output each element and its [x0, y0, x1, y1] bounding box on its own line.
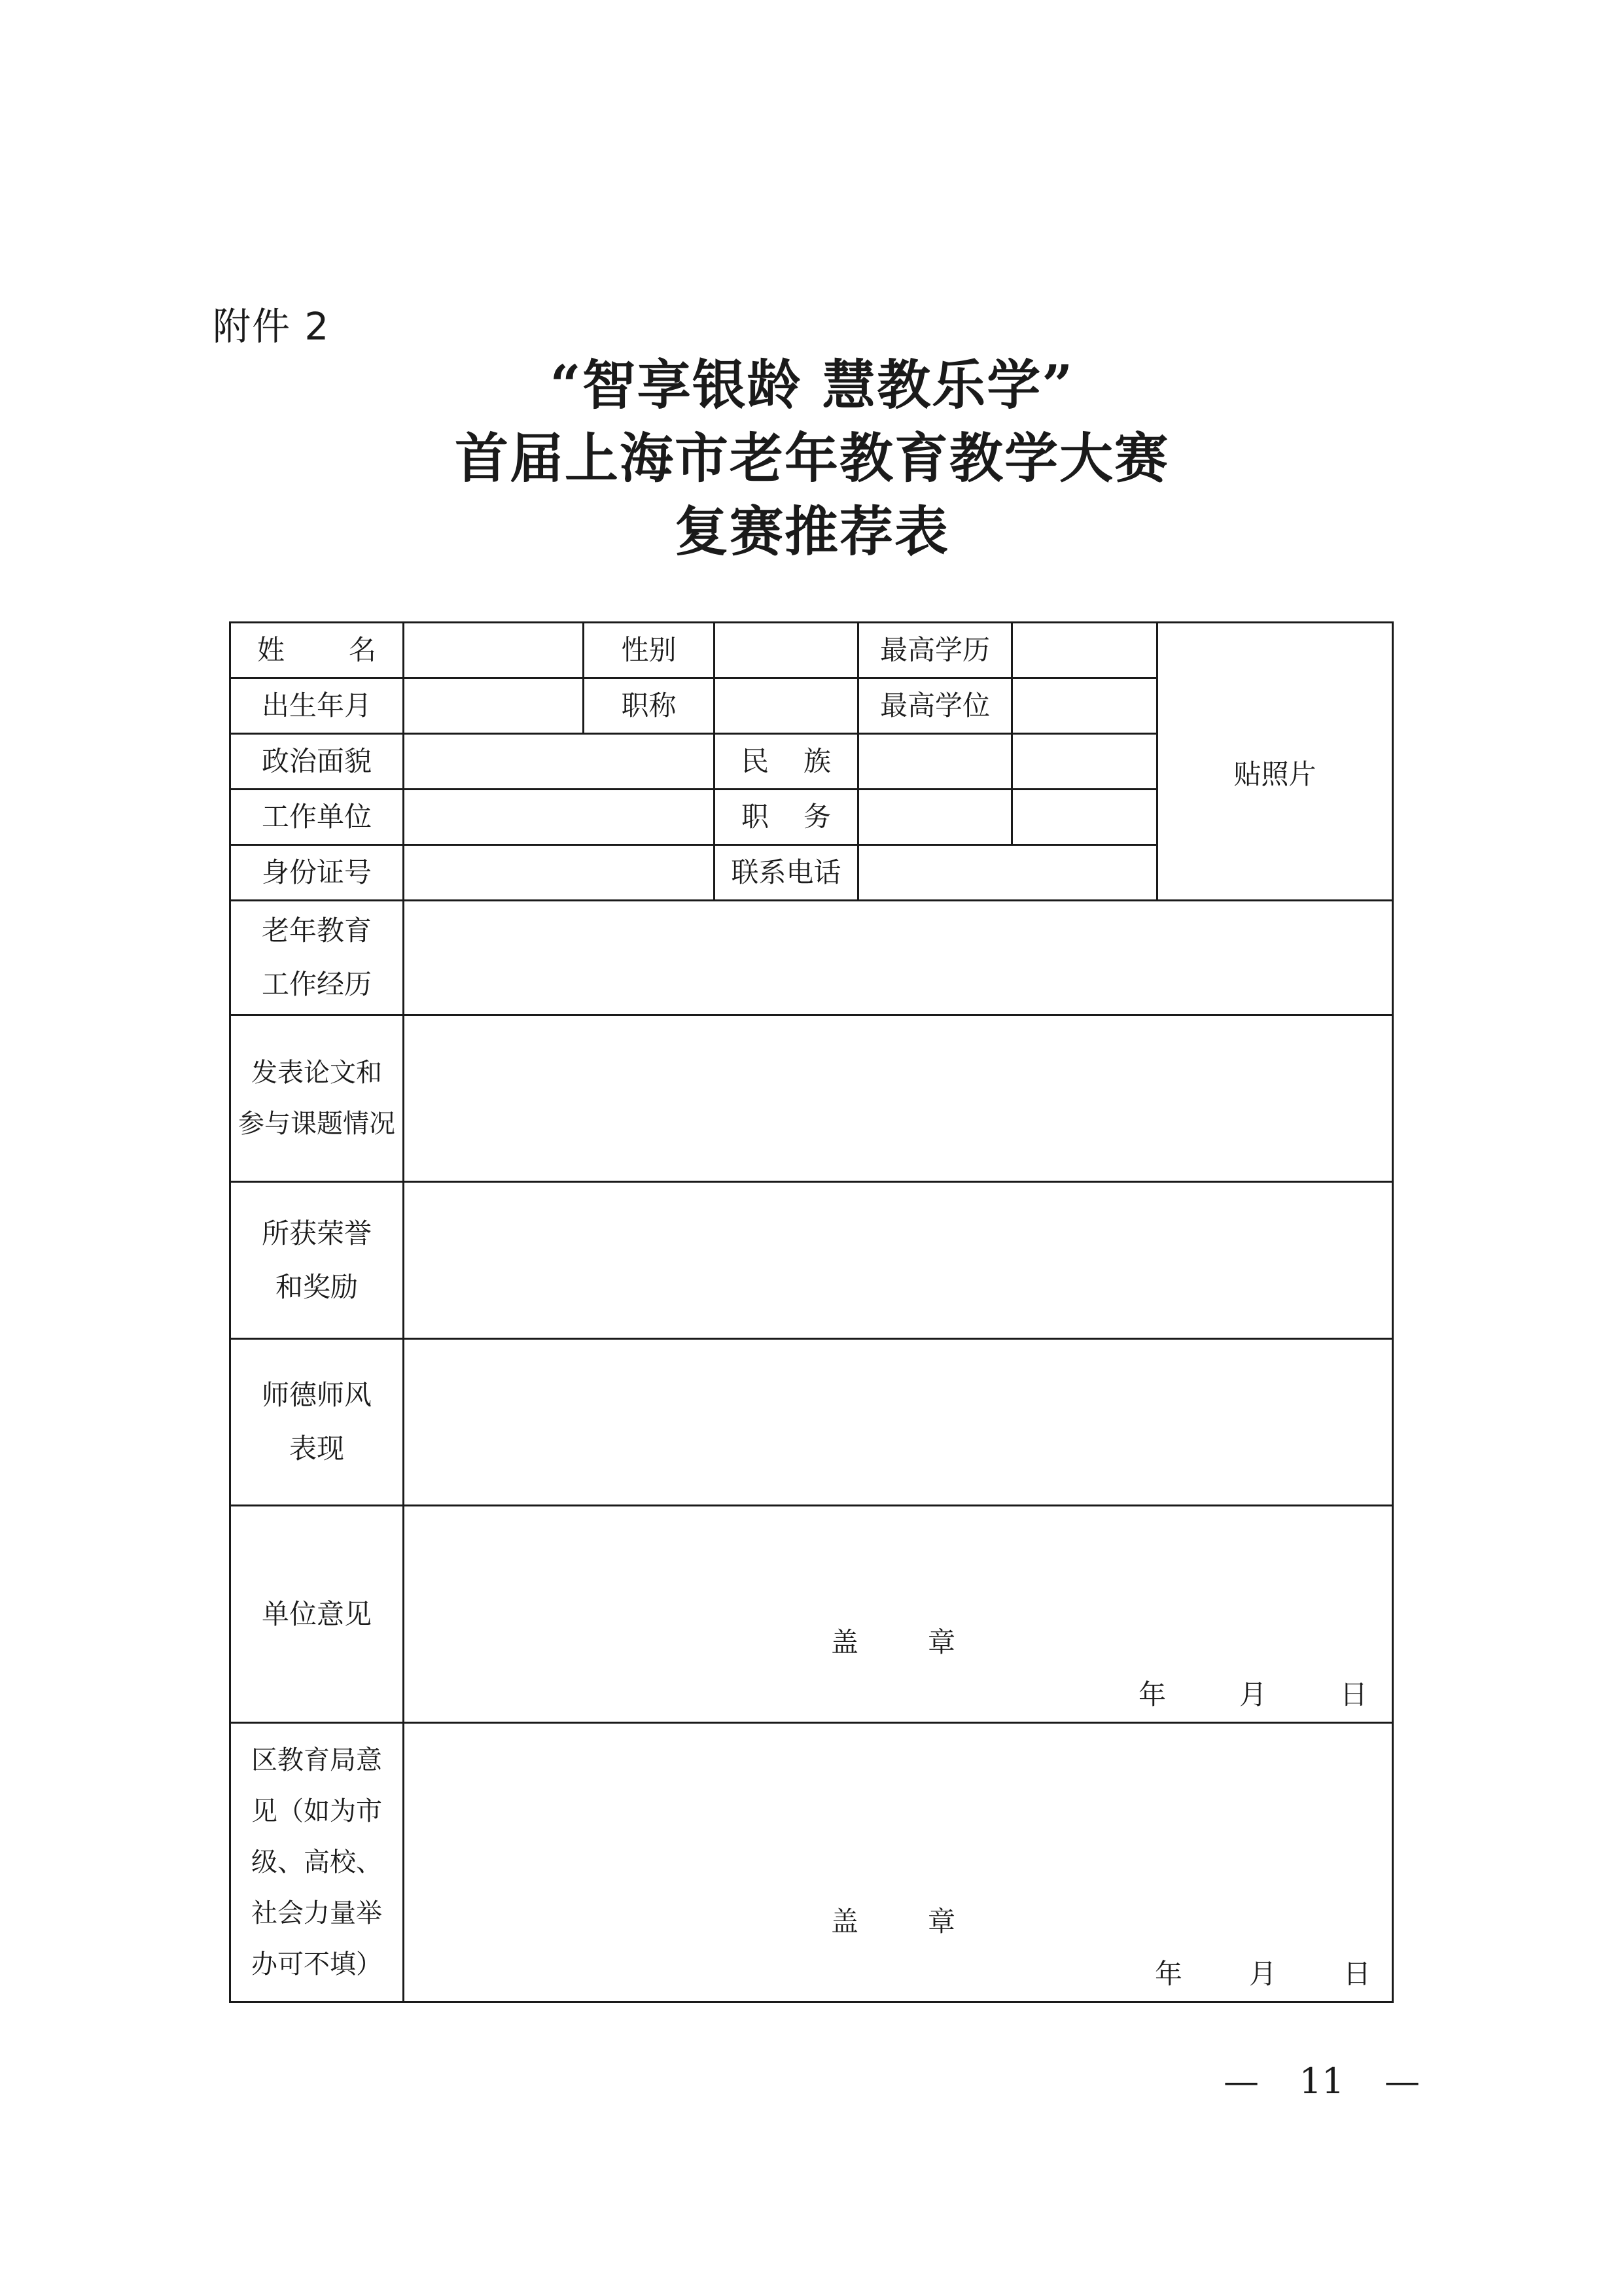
id-number-field[interactable] [404, 846, 713, 899]
papers-field[interactable] [404, 1016, 1392, 1181]
honors-field[interactable] [404, 1183, 1392, 1338]
page-dash-left: — [1224, 2061, 1259, 2102]
ethics-label: 师德师风 表现 [261, 1379, 372, 1465]
phone-field[interactable] [859, 846, 1156, 899]
recommendation-form [229, 621, 1394, 2003]
district-opinion-label: 区教育局意 见（如为市 级、高校、 社会力量举 办可不填） [251, 1745, 382, 1979]
page-number [1224, 2061, 1420, 2102]
page-dash-right: — [1385, 2061, 1420, 2102]
attachment-label: 附件 2 [213, 304, 330, 349]
position-extra-field[interactable] [1013, 790, 1156, 844]
work-unit-label: 工作单位 [261, 801, 372, 833]
district-seal: 盖 章 [831, 1905, 955, 1938]
name-field[interactable] [404, 623, 582, 677]
ethics-field[interactable] [404, 1340, 1392, 1505]
title-line-3: 复赛推荐表 [674, 500, 949, 563]
page-number-value: 11 [1299, 2061, 1345, 2102]
highest-education-field[interactable] [1013, 623, 1156, 677]
gender-field[interactable] [715, 623, 857, 677]
unit-opinion-label: 单位意见 [261, 1597, 372, 1630]
id-number-label: 身份证号 [261, 856, 372, 889]
position-field[interactable] [859, 790, 1011, 844]
unit-seal: 盖 章 [831, 1626, 955, 1658]
gender-label: 性别 [621, 634, 677, 667]
name-label: 姓 名 [257, 634, 376, 667]
political-label: 政治面貌 [261, 745, 372, 778]
unit-date: 年 月 日 [1139, 1679, 1368, 1711]
ethnicity-extra-field[interactable] [1013, 735, 1156, 788]
title-line-1: “智享银龄 慧教乐学” [550, 354, 1074, 417]
highest-degree-field[interactable] [1013, 679, 1156, 733]
position-label: 职 务 [741, 801, 831, 833]
work-unit-field[interactable] [404, 790, 713, 844]
birth-field[interactable] [404, 679, 582, 733]
title-rank-label: 职称 [621, 689, 677, 722]
ethnicity-label: 民 族 [741, 745, 831, 778]
district-date: 年 月 日 [1155, 1958, 1371, 1990]
border-right [1392, 621, 1394, 2003]
title-rank-field[interactable] [715, 679, 857, 733]
honors-label: 所获荣誉 和奖励 [261, 1217, 372, 1303]
ethnicity-field[interactable] [859, 735, 1011, 788]
experience-field[interactable] [404, 901, 1392, 1014]
highest-degree-label: 最高学位 [879, 689, 990, 722]
highest-education-label: 最高学历 [879, 634, 990, 667]
phone-label: 联系电话 [731, 856, 841, 889]
birth-label: 出生年月 [261, 689, 372, 722]
photo-area[interactable]: 贴照片 [1233, 758, 1316, 790]
political-field[interactable] [404, 735, 713, 788]
title-line-2: 首届上海市老年教育教学大赛 [454, 427, 1169, 490]
papers-label: 发表论文和 参与课题情况 [238, 1058, 395, 1139]
experience-label: 老年教育 工作经历 [261, 914, 372, 1000]
